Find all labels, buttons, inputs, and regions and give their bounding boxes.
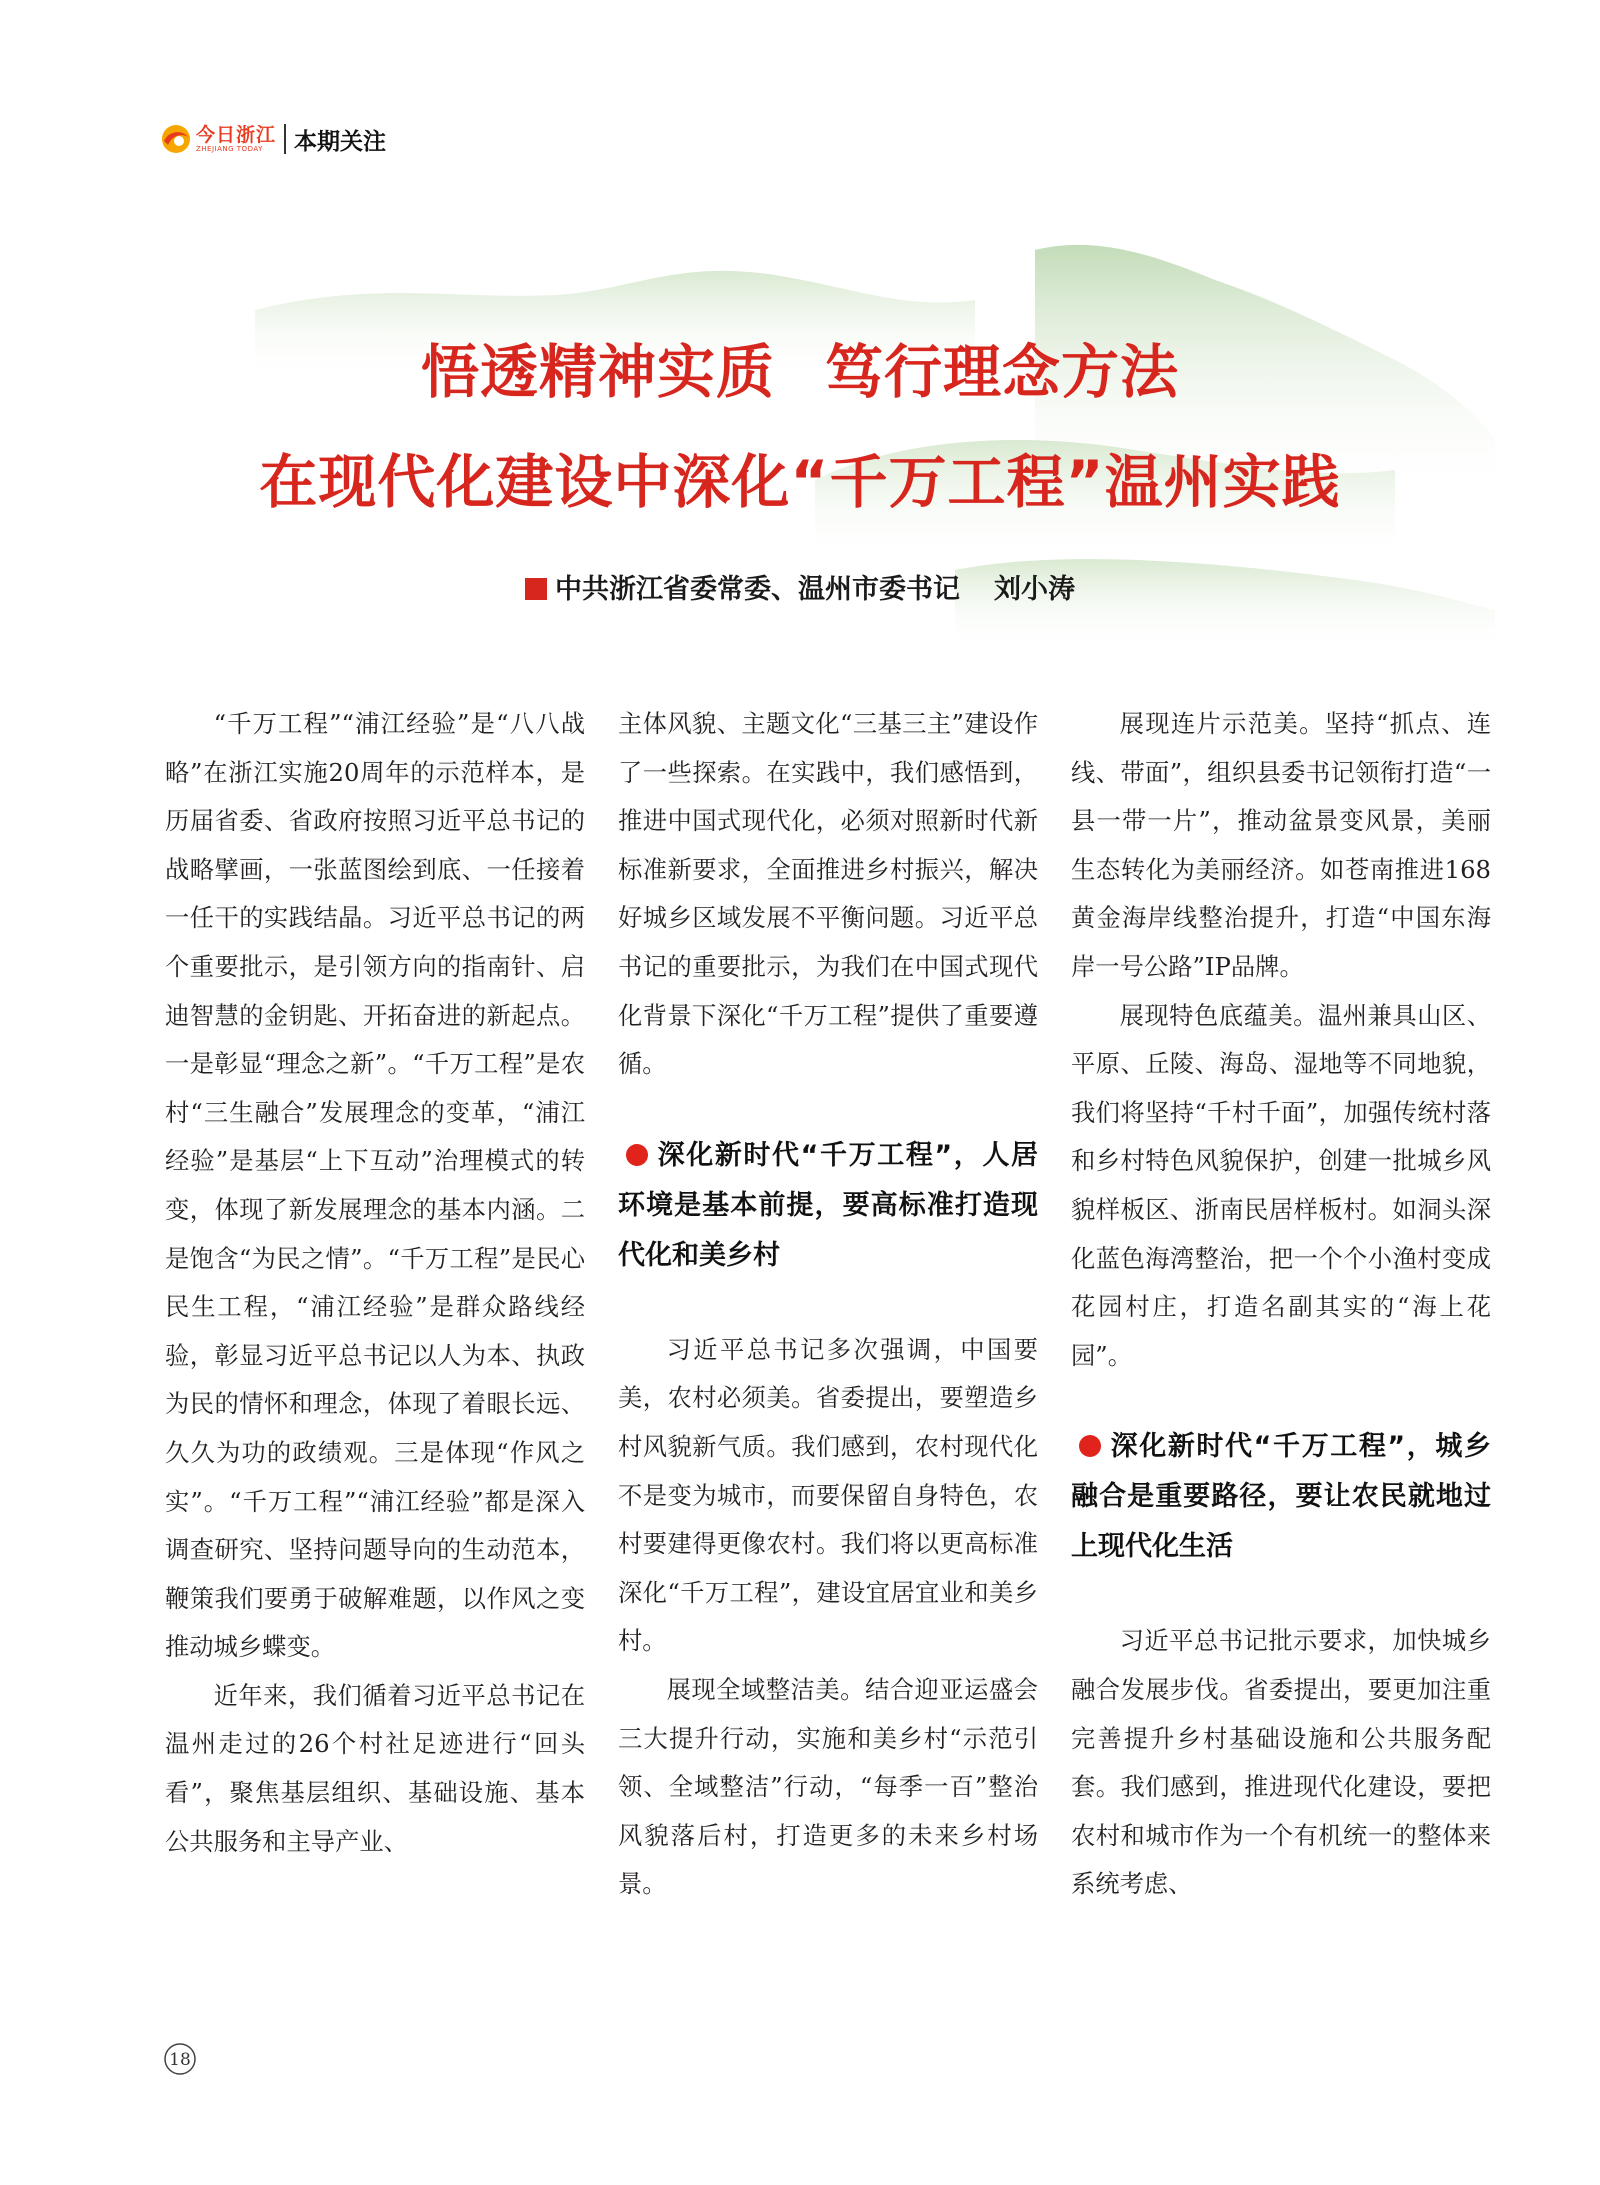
lead-phrase: 展现特色底蕴美。 — [1119, 1000, 1318, 1030]
red-dot-icon — [1079, 1435, 1101, 1457]
column-2 — [618, 700, 1038, 1909]
article-title-line-2: 在现代化建设中深化“千万工程”温州实践 — [259, 448, 1341, 516]
paragraph: 习近平总书记多次强调，中国要美，农村必须美。省委提出，要塑造乡村风貌新气质。我们感到，农村现代化不是变为城市，而要保留自身特色，农村要建得更像农村。我们将以更高标准深化“千万工程”，建设宜居宜业和美乡村。 — [618, 1334, 1038, 1656]
column-3 — [1071, 700, 1491, 1909]
section-heading-1: 深化新时代“千万工程”，人居环境是基本前提，要高标准打造现代化和美乡村 — [618, 1139, 1038, 1271]
column-1 — [165, 700, 585, 1866]
author-name: 刘小涛 — [994, 574, 1075, 605]
article-title-line-1 — [0, 325, 1600, 409]
paragraph: “千万工程”“浦江经验”是“八八战略”在浙江实施20周年的示范样本，是历届省委、省政府按照习近平总书记的战略擘画，一张蓝图绘到底、一任接着一任干的实践结晶。习近平总书记的两个重要批示，是引领方向的指南针、启迪智慧的金钥匙、开拓奋进的新起点。一是彰显“理念之新”。“千万工程”是农村“三生融合”发展理念的变革，“浦江经验”是基层“上下互动”治理模式的转变，体现了新发展理念的基本内涵。二是饱含“为民之情”。“千万工程”是民心民生工程，“浦江经验”是群众路线经验，彰显习近平总书记以人为本、执政为民的情怀和理念，体现了着眼长远、久久为功的政绩观。三是体现“作风之实”。“千万工程”“浦江经验”都是深入调查研究、坚持问题导向的生动范本，鞭策我们要勇于破解难题，以作风之变推动城乡蝶变。 — [165, 709, 585, 1662]
paragraph: 展现特色底蕴美。温州兼具山区、平原、丘陵、海岛、湿地等不同地貌，我们将坚持“千村千面”，加强传统村落和乡村特色风貌保护，创建一批城乡风貌样板区、浙南民居样板村。如洞头深化蓝色海湾整治，把一个个小渔村变成花园村庄，打造名副其实的“海上花园”。 — [1071, 1000, 1492, 1370]
paragraph: 习近平总书记批示要求，加快城乡融合发展步伐。省委提出，要更加注重完善提升乡村基础设施和公共服务配套。我们感到，推进现代化建设，要把农村和城市作为一个有机统一的整体来系统考虑、 — [1071, 1626, 1491, 1899]
section-heading-2: 深化新时代“千万工程”，城乡融合是重要路径，要让农民就地过上现代化生活 — [1071, 1431, 1491, 1563]
lead-phrase: 展现全域整洁美。 — [666, 1674, 865, 1704]
title-phrase-2: 笃行理念方法 — [825, 338, 1180, 406]
section-label: 本期关注 — [294, 128, 387, 155]
title-phrase-1: 悟透精神实质 — [420, 338, 775, 406]
author-position: 中共浙江省委常委、温州市委书记 — [555, 574, 960, 605]
logo-wordmark: 今日浙江 — [196, 123, 277, 146]
paragraph: 近年来，我们循着习近平总书记在温州走过的26个村社足迹进行“回头看”，聚焦基层组织、基础设施、基本公共服务和主导产业、 — [165, 1680, 585, 1856]
red-square-icon — [525, 578, 547, 600]
page-number — [163, 2042, 197, 2076]
paragraph-continued: 主体风貌、主题文化“三基三主”建设作了一些探索。在实践中，我们感悟到，推进中国式现代化，必须对照新时代新标准新要求，全面推进乡村振兴，解决好城乡区域发展不平衡问题。习近平总书记的重要批示，为我们在中国式现代化背景下深化“千万工程”提供了重要遵循。 — [618, 709, 1038, 1079]
byline — [0, 567, 1600, 606]
page-number-text: 18 — [169, 2050, 191, 2070]
paragraph: 展现全域整洁美。结合迎亚运盛会三大提升行动，实施和美乡村“示范引领、全域整洁”行动，“每季一百”整治风貌落后村，打造更多的未来乡村场景。 — [618, 1674, 1039, 1899]
header-divider — [284, 124, 286, 154]
paragraph: 展现连片示范美。坚持“抓点、连线、带面”，组织县委书记领衔打造“一县一带一片”，推动盆景变风景，美丽生态转化为美丽经济。如苍南推进168黄金海岸线整治提升，打造“中国东海岸一号公路”IP品牌。 — [1071, 709, 1492, 981]
logo-english: ZHEJIANG TODAY — [196, 144, 263, 153]
header-logo — [160, 118, 386, 160]
red-dot-icon — [626, 1144, 648, 1166]
lead-phrase: 展现连片示范美。 — [1119, 709, 1325, 738]
sun-swirl-logo-icon — [160, 123, 192, 155]
